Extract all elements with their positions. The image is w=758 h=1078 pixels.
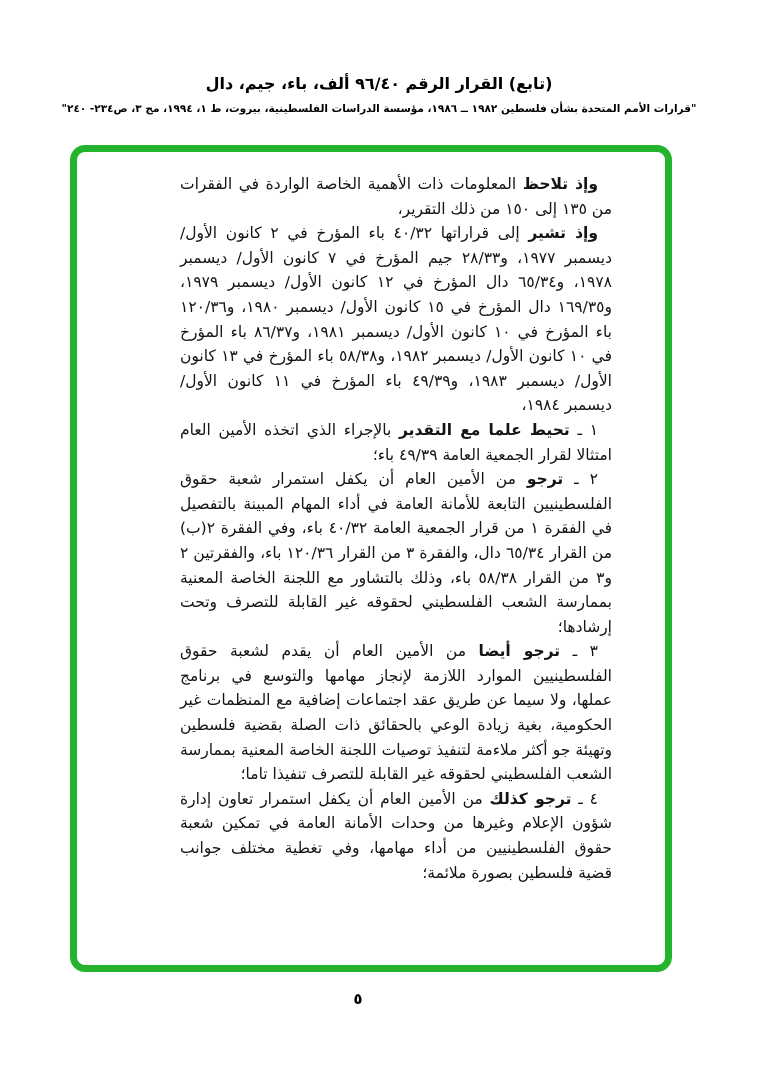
- paragraph-lead: وإذ تلاحظ: [522, 175, 598, 193]
- paragraph-lead: ترجو أيضا: [478, 642, 561, 661]
- paragraph-number: ١ ـ: [569, 420, 599, 439]
- paragraph-text: من الأمين العام أن يكفل استمرار شعبة حقوق الفلسطينيين التابعة للأمانة العامة في أداء المهام المبينة بالتفصيل في الفقرة ١ من قرار الجمعية العامة ٤٠/٣٢ باء، وفي الفقرة ٢(ب) من القرار ٦٥/٣٤ دال، والفقرة ٣ من القرار ١٢٠/٣٦ باء، والفقرتين ٢ و٣ من القرار ٥٨/٣٨ باء، وذلك بالتشاور مع اللجنة الخاصة المعنية بممارسة الشعب الفلسطيني لحقوقه غير القابلة للتصرف وتحت إرشادها؛: [180, 470, 612, 636]
- paragraph-lead: ترجو كذلك: [489, 789, 572, 808]
- paragraph-number: ٢ ـ: [563, 470, 598, 489]
- operative-paragraph: [180, 639, 612, 787]
- preamble-paragraph: [180, 221, 612, 418]
- preamble-paragraph: [180, 172, 612, 221]
- paragraph-number: ٤ ـ: [571, 789, 598, 808]
- resolution-text: [180, 172, 612, 885]
- operative-paragraph: [180, 787, 612, 885]
- paragraph-text: من الأمين العام أن يكفل استمرار تعاون إدارة شؤون الإعلام وغيرها من وحدات الأمانة العامة في تمكين شعبة حقوق الفلسطينيين من أداء مهامها، وفي تغطية مختلف جوانب قضية فلسطين بصورة ملائمة؛: [180, 789, 612, 882]
- source-citation: "قرارات الأمم المتحدة بشأن فلسطين ١٩٨٢ ــ ١٩٨٦، مؤسسة الدراسات الفلسطينية، بيروت، ط ١، ١٩٩٤، مج ٣، ص٢٣٤- ٢٤٠": [61, 103, 697, 115]
- green-border-frame: [70, 145, 672, 972]
- operative-paragraph: [180, 467, 612, 639]
- paragraph-text: بالإجراء الذي اتخذه الأمين العام امتثالا لقرار الجمعية العامة ٤٩/٣٩ باء؛: [180, 420, 612, 464]
- paragraph-text: المعلومات ذات الأهمية الخاصة الواردة في الفقرات من ١٣٥ إلى ١٥٠ من ذلك التقرير،: [180, 175, 612, 218]
- paragraph-lead: تحيط علما مع التقدير: [399, 420, 570, 439]
- paragraph-lead: وإذ تشير: [528, 224, 598, 243]
- page-title: (تابع) القرار الرقم ٩٦/٤٠ ألف، باء، جيم، دال: [205, 74, 553, 93]
- paragraph-number: ٣ ـ: [560, 642, 598, 661]
- page-number: ٥: [353, 990, 363, 1008]
- paragraph-lead: ترجو: [526, 470, 564, 489]
- operative-paragraph: [180, 418, 612, 467]
- paragraph-text: إلى قراراتها ٤٠/٣٢ باء المؤرخ في ٢ كانون الأول/ ديسمبر ١٩٧٧، و٢٨/٣٣ جيم المؤرخ في ٧ كانون الأول/ ديسمبر ١٩٧٨، و٦٥/٣٤ دال المؤرخ في ١٢ كانون الأول/ ديسمبر ١٩٧٩، و١٦٩/٣٥ دال المؤرخ في ١٥ كانون الأول/ ديسمبر ١٩٨٠، و١٢٠/٣٦ باء المؤرخ في ١٠ كانون الأول/ ديسمبر ١٩٨١، و٨٦/٣٧ باء المؤرخ في ١٠ كانون الأول/ ديسمبر ١٩٨٢، و٥٨/٣٨ باء المؤرخ في ١٣ كانون الأول/ ديسمبر ١٩٨٣، و٤٩/٣٩ باء المؤرخ في ١١ كانون الأول/ ديسمبر ١٩٨٤،: [180, 224, 613, 415]
- paragraph-text: من الأمين العام أن يقدم لشعبة حقوق الفلسطينيين الموارد اللازمة لإنجاز مهامها والتوسع في برنامج عملها، ولا سيما عن طريق عقد اجتماعات إضافية مع المنظمات غير الحكومية، بغية زيادة الوعي بالحقائق ذات الصلة بقضية فلسطين وتهيئة جو أكثر ملاءمة لتنفيذ توصيات اللجنة الخاصة المعنية بممارسة الشعب الفلسطيني لحقوقه غير القابلة للتصرف تنفيذا تاما؛: [180, 642, 612, 784]
